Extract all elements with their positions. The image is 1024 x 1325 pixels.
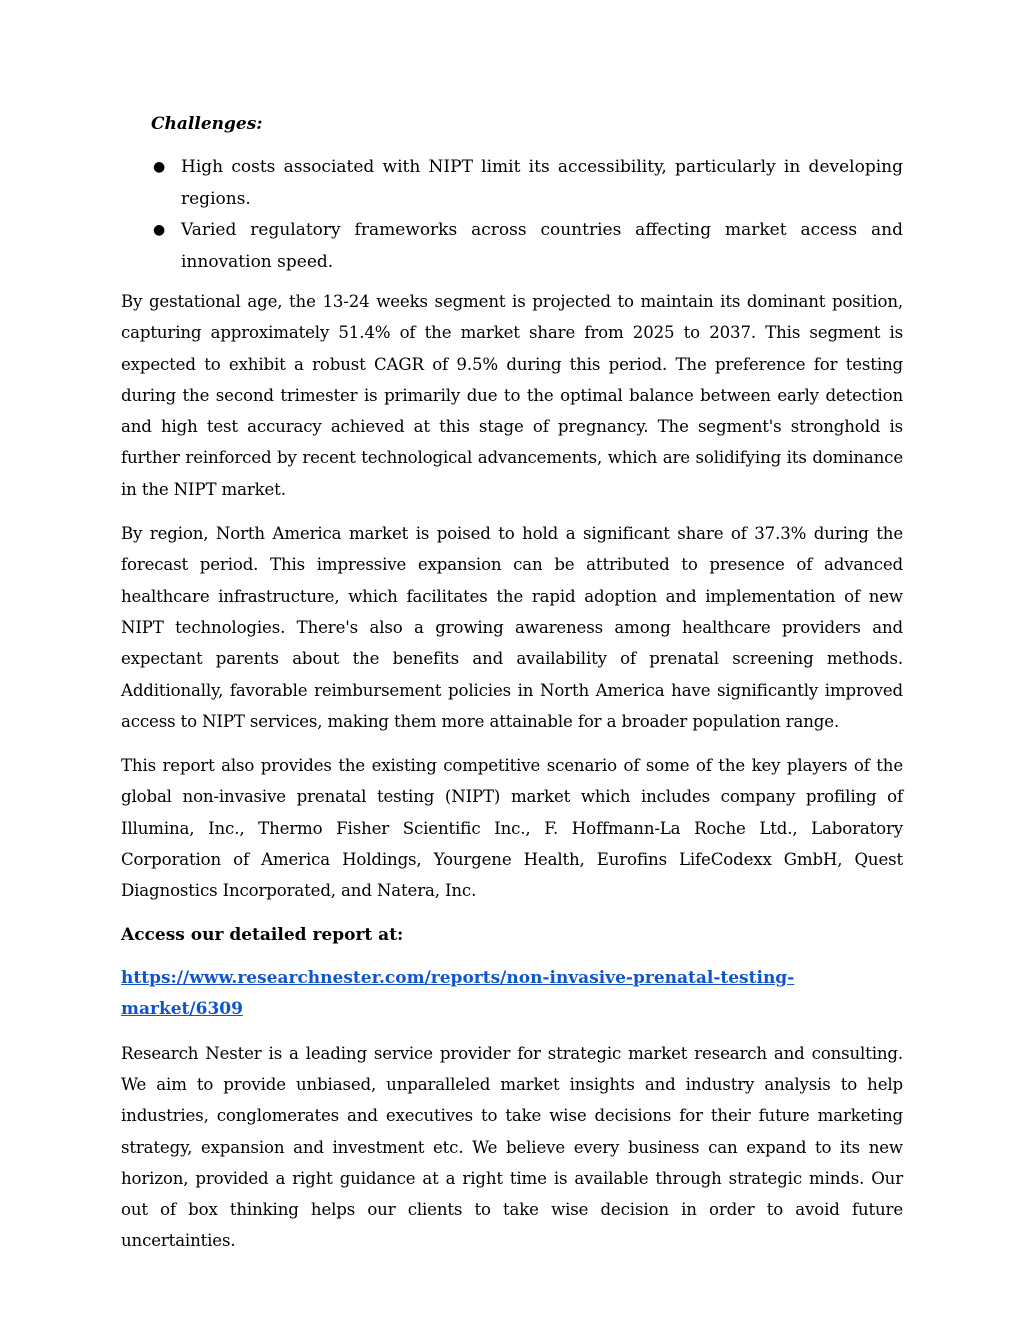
challenge-text: High costs associated with NIPT limit its accessibility, particularly in developing regions.	[181, 157, 903, 209]
report-link-block	[121, 963, 903, 1025]
challenge-item-costs	[121, 152, 903, 215]
paragraph-region: By region, North America market is poised to hold a significant share of 37.3% during the forecast period. This impressive expansion can be attributed to presence of advanced healthcare infrastructure, which facilitates the rapid adoption and implementation of new NIPT technologies. There's also a growing awareness among healthcare providers and expectant parents about the benefits and availability of prenatal screening methods. Additionally, favorable reimbursement policies in North America have significantly improved access to NIPT services, making them more attainable for a broader population range.	[121, 524, 903, 731]
challenge-text: Varied regulatory frameworks across countries affecting market access and innovation speed.	[181, 220, 903, 272]
challenges-list	[121, 152, 903, 278]
challenge-item-regulatory	[121, 215, 903, 278]
report-link[interactable]	[121, 968, 794, 1019]
paragraph-gestational-age: By gestational age, the 13-24 weeks segment is projected to maintain its dominant position, capturing approximately 51.4% of the market share from 2025 to 2037. This segment is expected to exhibit a robust CAGR of 9.5% during this period. The preference for testing during the second trimester is primarily due to the optimal balance between early detection and high test accuracy achieved at this stage of pregnancy. The segment's stronghold is further reinforced by recent technological advancements, which are solidifying its dominance in the NIPT market.	[121, 292, 903, 499]
access-report-heading: Access our detailed report at:	[121, 924, 404, 945]
report-link-line2: market/6309	[121, 998, 243, 1019]
paragraph-about-research-nester: Research Nester is a leading service provider for strategic market research and consulting. We aim to provide unbiased, unparalleled market insights and industry analysis to help industries, conglomerates and executives to take wise decisions for their future marketing strategy, expansion and investment etc. We believe every business can expand to its new horizon, provided a right guidance at a right time is available through strategic minds. Our out of box thinking helps our clients to take wise decision in order to avoid future uncertainties.	[121, 1043, 903, 1251]
challenges-heading: Challenges:	[151, 114, 263, 134]
paragraph-key-players: This report also provides the existing competitive scenario of some of the key players of the global non-invasive prenatal testing (NIPT) market which includes company profiling of Illumina, Inc., Thermo Fisher Scientific Inc., F. Hoffmann-La Roche Ltd., Laboratory Corporation of America Holdings, Yourgene Health, Eurofins LifeCodexx GmbH, Quest Diagnostics Incorporated, and Natera, Inc.	[121, 756, 903, 901]
bullet-icon: ●	[153, 159, 166, 175]
bullet-icon: ●	[153, 222, 166, 238]
report-link-line1: https://www.researchnester.com/reports/non-invasive-prenatal-testing-	[121, 967, 795, 988]
document-page	[121, 112, 903, 1270]
